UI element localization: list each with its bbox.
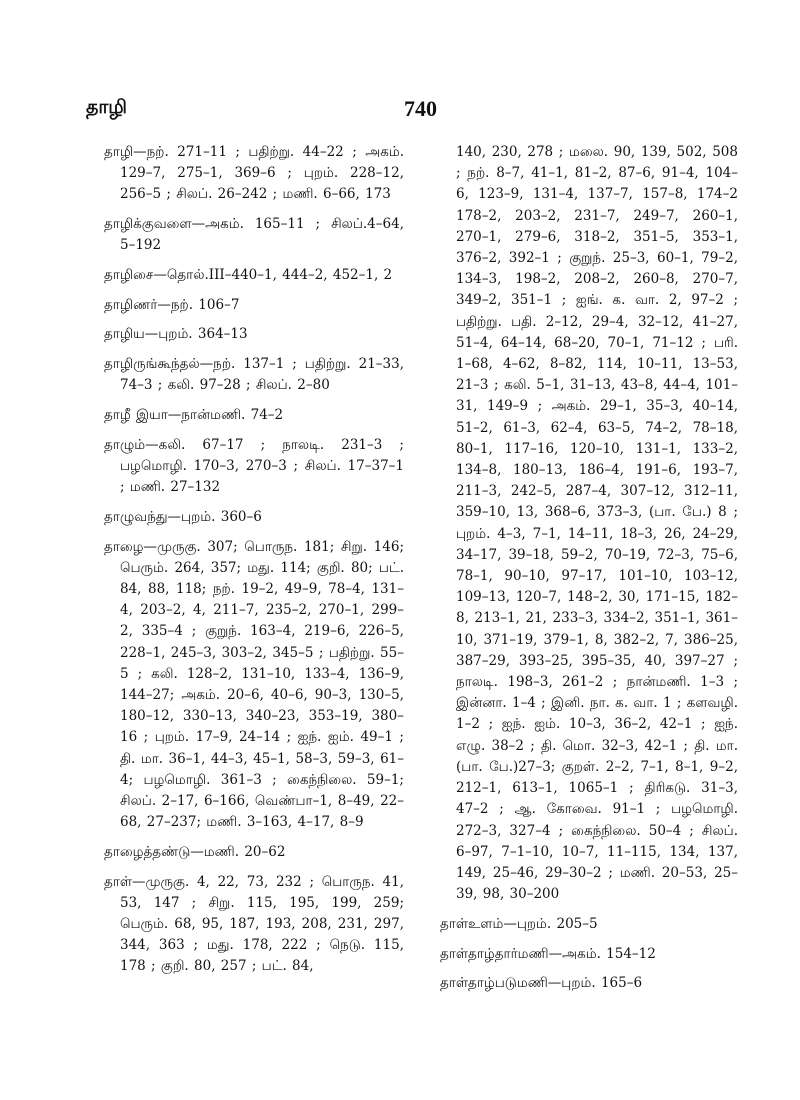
- index-entry: தாழி—நற். 271–11 ; பதிற்று. 44–22 ; அகம். 129–7, 275–1, 369–6 ; புறம். 228–12, 256–5 ; சிலப். 26–242 ; மணி. 6–66, 173: [104, 144, 404, 203]
- index-entry: தாழிய—புறம். 364–13: [104, 326, 248, 343]
- index-entry: தாழை—முருகு. 307; பொருந. 181; சிறு. 146; பெரும். 264, 357; மது. 114; குறி. 80; பட். 84, 88, 118; நற். 19–2, 49–9, 78–4, 131–4, 203–2, 4, 211–7, 235–2, 270–1, 299–2, 335–4 ; குறுந். 163–4, 219–6, 226–5, 228–1, 245–3, 303–2, 345–5 ; பதிற்று. 55–5 ; கலி. 128–2, 131–10, 133–4, 136–9, 144–27; அகம். 20–6, 40–6, 90–3, 130–5, 180–12, 330–13, 340–23, 353–19, 380–16 ; புறம். 17–9, 24–14 ; ஐந். ஐம். 49–1 ; தி. மா. 36–1, 44–3, 45–1, 58–3, 59–3, 61–4; பழமொழி. 361–3 ; கைந்நிலை. 59–1; சிலப். 2–17, 6–166, வெண்பா–1, 8–49, 22–68, 27–237; மணி. 3–163, 4–17, 8–9: [104, 538, 404, 831]
- right-column: [440, 142, 738, 1003]
- running-headword: தாழி: [86, 96, 128, 118]
- index-entry: தாழும்—கலி. 67–17 ; நாலடி. 231–3 ; பழமொழி. 170–3, 270–3 ; சிலப். 17–37–1 ; மணி. 27–132: [104, 436, 404, 496]
- index-entry: தாள்உளம்—புறம். 205–5: [440, 915, 598, 932]
- index-entry: தாழுவந்து—புறம். 360–6: [104, 508, 262, 525]
- index-entry: தாழிருங்கூந்தல்—நற். 137–1 ; பதிற்று. 21–33, 74–3 ; கலி. 97–28 ; சிலப். 2–80: [104, 356, 404, 394]
- index-entry: தாழிணர்—நற். 106–7: [104, 296, 240, 313]
- index-entry: தாழிக்குவளை—அகம். 165–11 ; சிலப்.4–64, 5–192: [104, 216, 404, 254]
- left-column: [104, 142, 404, 986]
- index-entry: தாள்தாழ்தார்மணி—அகம். 154–12: [440, 945, 656, 962]
- index-entry: தாழைத்தண்டு—மணி. 20–62: [104, 843, 286, 860]
- entry-continuation: 140, 230, 278 ; மலை. 90, 139, 502, 508 ; நற். 8–7, 41–1, 81–2, 87–6, 91–4, 104–6, 123–9, 131–4, 137–7, 157–8, 174–2 178–2, 203–2, 231–7, 249–7, 260–1, 270–1, 279–6, 318–2, 351–5, 353–1, 376–2, 392–1 ; குறுந். 25–3, 60–1, 79–2, 134–3, 198–2, 208–2, 260–8, 270–7, 349–2, 351–1 ; ஐங். க. வா. 2, 97–2 ; பதிற்று. பதி. 2–12, 29–4, 32–12, 41–27, 51–4, 64–14, 68–20, 70–1, 71–12 ; பரி. 1–68, 4–62, 8–82, 114, 10–11, 13–53, 21–3 ; கலி. 5–1, 31–13, 43–8, 44–4, 101–31, 149–9 ; அகம். 29–1, 35–3, 40–14, 51–2, 61–3, 62–4, 63–5, 74–2, 78–18, 80–1, 117–16, 120–10, 131–1, 133–2, 134–8, 180–13, 186–4, 191–6, 193–7, 211–3, 242–5, 287–4, 307–12, 312–11, 359–10, 13, 368–6, 373–3, (பா. பே.) 8 ; புறம். 4–3, 7–1, 14–11, 18–3, 26, 24–29, 34–17, 39–18, 59–2, 70–19, 72–3, 75–6, 78–1, 90–10, 97–17, 101–10, 103–12, 109–13, 120–7, 148–2, 30, 171–15, 182–8, 213–1, 21, 233–3, 334–2, 351–1, 361–10, 371–19, 379–1, 8, 382–2, 7, 386–25, 387–29, 393–25, 395–35, 40, 397–27 ; நாலடி. 198–3, 261–2 ; நான்மணி. 1–3 ; இன்னா. 1–4 ; இனி. நா. க. வா. 1 ; களவழி. 1–2 ; ஐந். ஐம். 10–3, 36–2, 42–1 ; ஐந். எழு. 38–2 ; தி. மொ. 32–3, 42–1 ; தி. மா. (பா. பே.)27–3; குறள். 2–2, 7–1, 8–1, 9–2, 212–1, 613–1, 1065–1 ; திரிகடு. 31–3, 47–2 ; ஆ. கோவை. 91–1 ; பழமொழி. 272–3, 327–4 ; கைந்நிலை. 50–4 ; சிலப். 6–97, 7–1–10, 10–7, 11–115, 134, 137, 149, 25–46, 29–30–2 ; மணி. 20–53, 25–39, 98, 30–200: [456, 144, 738, 903]
- page-number: 740: [404, 96, 437, 121]
- index-entry: தாள்தாழ்படுமணி—புறம். 165–6: [440, 975, 643, 992]
- index-entry: தாழீ இயா—நான்மணி. 74–2: [104, 407, 284, 424]
- index-entry: தாழிசை—தொல்.III–440–1, 444–2, 452–1, 2: [104, 267, 393, 284]
- index-entry: தாள்—முருகு. 4, 22, 73, 232 ; பொருந. 41, 53, 147 ; சிறு. 115, 195, 199, 259; பெரும். 68, 95, 187, 193, 208, 231, 297, 344, 363 ; மது. 178, 222 ; நெடு. 115, 178 ; குறி. 80, 257 ; பட். 84,: [104, 873, 404, 975]
